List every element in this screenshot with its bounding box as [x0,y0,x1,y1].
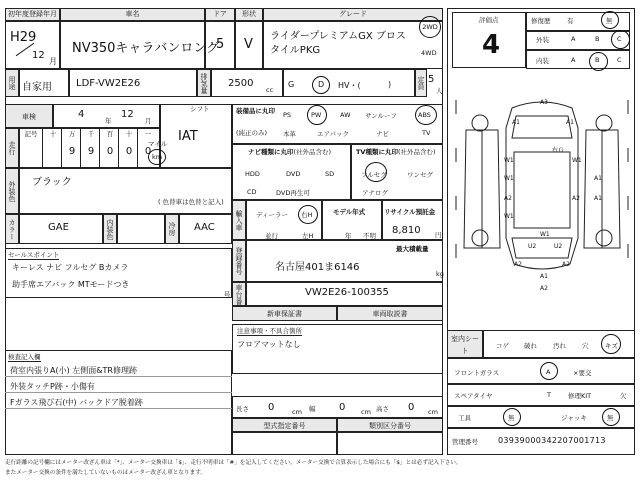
equipment-item-row2-1: エアバック [317,130,349,138]
capacity-unit: 人 [436,87,443,95]
mileage-digit-0: 9 [68,146,76,157]
diagram-label-a2-r1: A2 [572,195,580,202]
capacity-label: 定員 [415,69,427,97]
spare-kit: 修理KIT [568,392,592,400]
navi-label-main: ナビ種類に丸印 [248,148,294,156]
inspection-label: 車検 [5,104,53,128]
equipment-item-サンルーフ: サンルーフ [365,112,397,120]
diagram-wheel-rl [472,230,488,246]
import-left-h: 左H [302,232,314,240]
tv-label-sub: (社外品含む) [397,148,436,156]
shape-value: V [244,37,253,52]
trim-color-code: GAE [48,222,69,233]
grade-value: ライダープレミアムGX ブロスタイルPKG [270,31,406,56]
mileage-sep-2 [61,128,62,168]
ac-label: 冷房 [165,214,179,244]
inspector-label: 検査記入欄 [8,353,41,361]
fuel-hv: HV・( [338,81,361,90]
first-reg-month-unit: 月 [49,57,57,66]
front-glass-label: フロントガラス [454,369,500,377]
equipment-sub: (純正のみ) [236,129,268,137]
capacity-value: 5 [428,74,435,85]
doors-label: ドア [205,8,235,21]
footer-line-2: またメーター交換の条件を満たしていないものはメーター改ざん車となります。 [5,470,206,476]
import-label: 輸入車 [232,200,246,240]
diagram-wheel-fr [596,115,612,131]
interior-color-cell [117,214,165,244]
drive-2wd: 2WD [419,16,441,38]
navi-hdd: HDD [245,170,260,178]
color-value: ブラック [32,177,72,188]
disp-unit: cc [266,86,274,94]
diagram-label-a3: A3 [540,99,548,106]
sales-point-line-2: 助手席エアバック MTモードつき [12,280,130,289]
equipment-item-row2-0: 本革 [283,130,296,138]
diagram-body-outline [506,102,578,269]
first-reg-label: 初年度登録年月 [5,8,60,21]
model-year-unknown: 不明 [363,232,376,240]
diagram-label-a1-top: A1 [512,119,520,126]
equipment-pw-circle [307,105,327,125]
recycle-value: 8,810 [392,225,421,236]
tv-oneseg: ワンセグ [407,171,433,179]
navi-label [248,147,331,156]
diagram-label-a1-b: A1 [540,273,548,280]
doors-value: 5 [216,37,225,52]
exterior-b: B [595,35,600,43]
shape-label: 形状 [235,8,263,21]
diagram-wheel-rr [596,230,612,246]
import-dealer: ディーラー [256,211,288,219]
dims-hgt: 0 [408,402,415,413]
equipment-item-row2-2: ナビ [376,130,389,138]
diagram-label-a2-b1: A2 [514,261,522,268]
mileage-sep-1 [42,128,43,168]
equipment-item-pw: PW [311,111,322,119]
navi-sd: SD [325,170,335,178]
class-value [337,432,443,455]
dims-len-unit: cm [292,408,302,416]
spare-label: スペアタイヤ [454,392,493,400]
jack-value: 無 [607,414,614,422]
dims-wid: 0 [339,402,346,413]
spare-none: 欠 [620,392,627,400]
tv-analog: アナログ [362,189,388,197]
drive-4wd: 4WD [421,49,437,57]
mgmt-label: 管理番号 [452,438,478,446]
equipment-item-row2-3: TV [422,129,431,137]
tools-value-circle [503,408,521,426]
mileage-digit-3: 0 [125,146,133,157]
diagram-label-a1-r2: A1 [594,195,602,202]
diagram-label-w1-l1: W1 [504,157,514,164]
recycle-label: リサイクル預託金 [384,208,436,216]
mileage-digit-4: 0 [144,146,152,157]
trim-color-label: カラー [5,214,19,244]
mileage-digit-1: 9 [87,146,95,157]
equipment-item-abs: ABS [418,111,431,119]
mileage-head-5: 十 [125,130,133,138]
max-load-label: 最大積載量 [396,245,429,253]
inspection-month: 12 [121,109,134,120]
type-spec-value [232,432,337,455]
front-glass-a-circle [540,362,558,380]
mileage-unit-km: km [148,149,166,165]
mileage-head-6: 一 [144,130,152,138]
interior-b: B [595,56,600,64]
disp-label: 排気量 [197,69,211,97]
notes-line: フロアマットなし [237,340,301,349]
exterior-c-circle [611,30,630,49]
chassis-label: 車台番号 [232,282,246,306]
exterior-a: A [571,35,576,43]
chassis-value: VW2E26-100355 [305,287,389,298]
seat-label: 室内シート [447,330,483,358]
sales-point-label: セールスポイント [8,251,60,259]
diagram-label-a1-r: A1 [594,175,602,182]
fuel-g: G [288,80,295,89]
interior-c: C [617,56,622,64]
ac-value: AAC [194,222,215,233]
import-right-h-circle [298,205,318,224]
max-load-unit: kg [436,270,444,278]
inspector-rule-1 [5,376,232,377]
interior-color-label: 内装色 [103,214,117,244]
navi-label-sub: (社外品含む) [293,148,332,156]
tv-label-main: TV種類に丸印 [356,148,398,156]
inspector-line-3: Fガラス飛び石(中) バックドア脱着跡 [10,398,143,407]
exterior-label: 外装 [536,36,549,44]
notes-label: 注意事項・不具合箇所 [237,327,302,335]
inspector-line-2: 外装タッチP跡・小傷有 [10,382,95,391]
mileage-head-4: 百 [106,130,114,138]
dims-hgt-unit: cm [428,408,438,416]
fuel-d: D [318,80,325,89]
inspector-rule-3 [5,408,232,409]
inspector-line-1: 荷室内張りA(小) 左側面&TR修理跡 [10,366,137,375]
shift-label: シフト [190,105,210,113]
diagram-label-w1-r1: W1 [572,157,582,164]
dims-len: 0 [268,402,275,413]
mileage-label: 走行 [5,128,19,168]
use-value: 自家用 [22,82,52,93]
inspector-rule-2 [5,392,232,393]
seat-tear: 破れ [524,342,537,350]
dims-wid-label: 幅 [309,405,316,413]
car-name-label: 車名 [60,8,205,21]
mileage-head-0: 記号 [24,130,38,138]
seat-hole: 穴 [582,342,589,350]
mileage-head-1: 十 [49,130,57,138]
diagram-label-a2-l: A2 [504,195,512,202]
type-spec-label: 型式指定番号 [232,418,337,432]
use-label: 用途 [5,69,19,97]
rating-value: 4 [482,30,501,60]
exterior-c: C [617,35,622,43]
first-reg-year: H29 [10,30,37,45]
equipment-item-aw: AW [340,111,351,119]
plate-label: 登録番号 [232,240,246,282]
seat-dirt: 汚れ [553,342,566,350]
repair-no-circle [601,11,619,29]
car-damage-diagram [452,88,632,298]
dims-hgt-label: 高さ [376,405,389,413]
interior-a: A [571,56,576,64]
navi-dvd-play: DVD再生可 [276,189,310,197]
dims-wid-unit: cm [361,408,371,416]
diagram-label-u2-l: U2 [528,243,537,250]
repair-no: 無 [606,17,613,25]
repair-label: 修復歴 [531,17,551,25]
shift-value: IAT [178,129,198,144]
front-glass-a: A [546,368,551,376]
diagram-label-a2-b2: A2 [562,261,570,268]
repair-yes: 有 [567,17,574,25]
fuel-close: ) [388,80,392,89]
diagram-label-rg: 右Ｇ [552,147,565,154]
tv-fullseg: フルセグ [361,171,387,179]
import-right-h: 右H [301,211,313,219]
navi-cd: CD [247,188,257,196]
diagram-hood [512,116,572,138]
fuel-d-circle [312,76,330,94]
vehicle-manual: 車両取説書 [337,306,443,321]
dims-len-label: 長さ [236,405,249,413]
diagram-label-w1-l3: W1 [504,213,514,220]
diagram-label-a1-top2: A1 [566,119,574,126]
first-reg-month: 12 [32,50,45,61]
mileage-head-3: 千 [87,130,95,138]
diagram-wheel-fl [472,115,488,131]
import-parallel: 並行 [265,232,278,240]
diagram-rear [512,238,572,258]
tv-fullseg-circle [365,162,387,182]
equipment-item-ps: PS [283,111,292,119]
inspection-month-unit: 月 [145,117,152,125]
jack-label: ジャッキ [561,414,587,422]
equipment-abs-circle [415,105,437,125]
seat-scratch: キズ [605,342,618,350]
inspection-year-unit: 年 [105,117,112,125]
car-name-value: NV350キャラバンロング [72,41,220,56]
class-label: 類別区分番号 [337,418,443,432]
seat-scratch-circle [601,334,621,354]
color-label: 外装色 [5,168,19,214]
mgmt-value: 03939000342207001713 [498,436,606,445]
jack-value-circle [602,408,620,426]
mileage-digit-2: 0 [106,146,114,157]
model-year-label: モデル年式 [333,208,366,216]
front-glass-replace: ×要交 [573,369,592,377]
diagram-label-w1-l2: W1 [504,175,514,182]
diagram-label-u2-r: U2 [554,243,563,250]
interior-label: 内装 [536,57,549,65]
model-value: LDF-VW2E26 [76,78,141,89]
equipment-label: 装備品に丸印 [236,107,275,115]
diagram-cabin [514,152,570,228]
plate-value: 名古屋401ま6146 [275,262,360,273]
new-car-warranty: 新車保証書 [232,306,337,321]
navi-dvd: DVD [286,170,301,178]
seat-burn: コゲ [496,342,509,350]
mileage-head-2: 万 [68,130,76,138]
sales-point-line-1: キーレス ナビ フルセグ Bカメラ [12,263,129,272]
interior-b-circle [589,52,608,71]
tv-label [356,147,436,156]
mileage-unit-mile: マイル [148,140,168,148]
spare-t: T [547,391,551,399]
tools-value: 無 [508,414,515,422]
color-note: ( 色替車は色替と記入) [158,198,224,206]
rating-label: 評価点 [479,16,499,24]
footer-line-1: 走行距離の記号欄にはメーター改ざん車は「*」、メーター交換車は「$」、走行不明車は「#」を記入してください。メーター交換で合算表示した場合にも「$」とは必ず記入下さい。 [5,460,462,466]
diagram-label-w1-b: W1 [540,231,550,238]
inspection-year: 4 [78,109,85,120]
disp-value: 2500 [228,78,254,89]
recycle-unit: 円 [435,231,442,239]
model-year-unit: 年 [345,232,352,240]
grade-label: グレード [263,8,443,21]
diagram-label-a2-b3: A2 [540,285,548,292]
tools-label: 工具 [458,414,471,422]
